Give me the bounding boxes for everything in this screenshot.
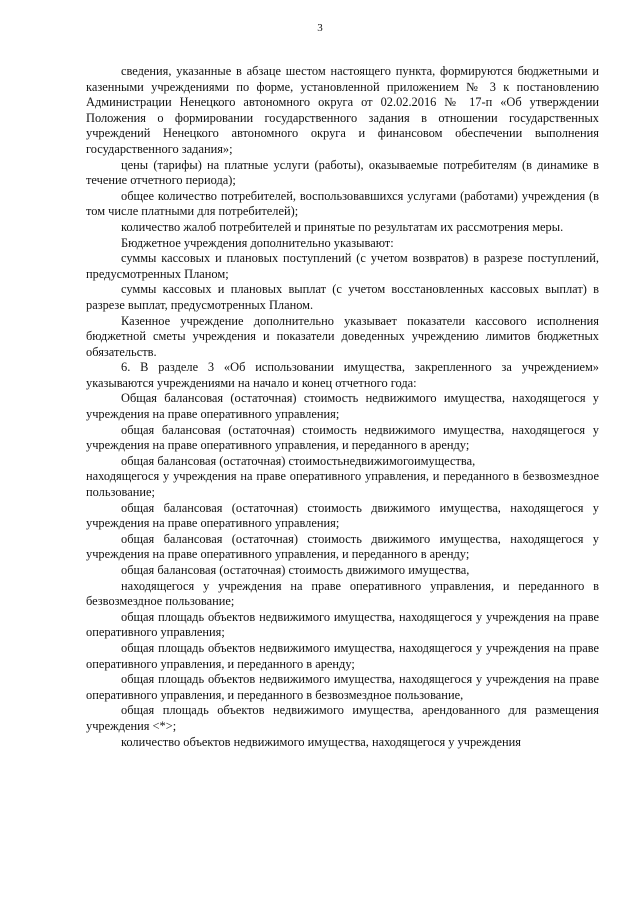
paragraph: общая балансовая (остаточная) стоимость движимого имущества, находящегося у учреждения на праве оперативного управления;	[86, 500, 599, 531]
paragraph: общая балансовая (остаточная) стоимость движимого имущества,	[121, 563, 470, 577]
paragraph: суммы кассовых и плановых поступлений (с учетом возвратов) в разрезе поступлений, предусмотренных Планом;	[86, 251, 599, 281]
paragraph: находящегося у учреждения на праве оперативного управления, и переданного в безвозмездное пользование;	[86, 578, 599, 609]
paragraph: Бюджетное учреждения дополнительно указывают:	[121, 235, 394, 250]
paragraph: общее количество потребителей, воспользовавшихся услугами (работами) учреждения (в том числе платными для потребителей);	[86, 188, 599, 219]
paragraph: общая балансовая (остаточная) стоимость недвижимого имущества, находящегося у учреждения на праве оперативного управления, и переданного в аренду;	[86, 422, 599, 453]
paragraph: суммы кассовых и плановых выплат (с учетом восстановленных кассовых выплат) в разрезе выплат, предусмотренных Планом.	[86, 282, 599, 312]
paragraph: Общая балансовая (остаточная) стоимость недвижимого имущества, находящегося у учреждения на праве оперативного управления;	[86, 391, 599, 422]
paragraph: находящегося у учреждения на праве оперативного управления, и переданного в безвозмездное пользование;	[86, 469, 599, 500]
page-number: 3	[317, 22, 323, 34]
paragraph: 6. В разделе 3 «Об использовании имущества, закрепленного за учреждением» указываются учреждениями на начало и конец отчетного года:	[86, 360, 599, 390]
paragraph: общая площадь объектов недвижимого имущества, находящегося у учреждения на праве оперативного управления, и переданного в безвозмездное пользование,	[86, 672, 599, 702]
paragraph: Казенное учреждение дополнительно указывает показатели кассового исполнения бюджетной сметы учреждения и показатели доведенных учреждению лимитов бюджетных обязательств.	[86, 313, 599, 359]
paragraph: общая балансовая (остаточная) стоимостьнедвижимогоимущества,	[121, 453, 476, 468]
paragraph: общая балансовая (остаточная) стоимость движимого имущества, находящегося у учреждения на праве оперативного управления, и переданного в аренду;	[86, 531, 599, 562]
paragraph: общая площадь объектов недвижимого имущества, находящегося у учреждения на праве оперативного управления;	[86, 609, 599, 640]
paragraph: общая площадь объектов недвижимого имущества, находящегося у учреждения на праве оперативного управления, и переданного в аренду;	[86, 640, 599, 671]
document-body	[86, 64, 599, 750]
paragraph: общая площадь объектов недвижимого имущества, арендованного для размещения учреждения <*>;	[86, 703, 599, 733]
paragraph: количество объектов недвижимого имущества, находящегося у учреждения	[121, 734, 522, 749]
paragraph: сведения, указанные в абзаце шестом настоящего пункта, формируются бюджетными и казенными учреждениями по форме, установленной приложением № 3 к постановлению Администрации Ненецкого автономного округа от 02.02.2016 № 17-п «Об утверждении Положения о формировании государственного задания в отношении государственных учреждений Ненецкого автономного округа и финансовом обеспечении выполнения государственного задания»;	[86, 64, 599, 156]
paragraph: цены (тарифы) на платные услуги (работы), оказываемые потребителям (в динамике в течение отчетного периода);	[86, 157, 599, 188]
paragraph: количество жалоб потребителей и принятые по результатам их рассмотрения меры.	[121, 219, 564, 234]
